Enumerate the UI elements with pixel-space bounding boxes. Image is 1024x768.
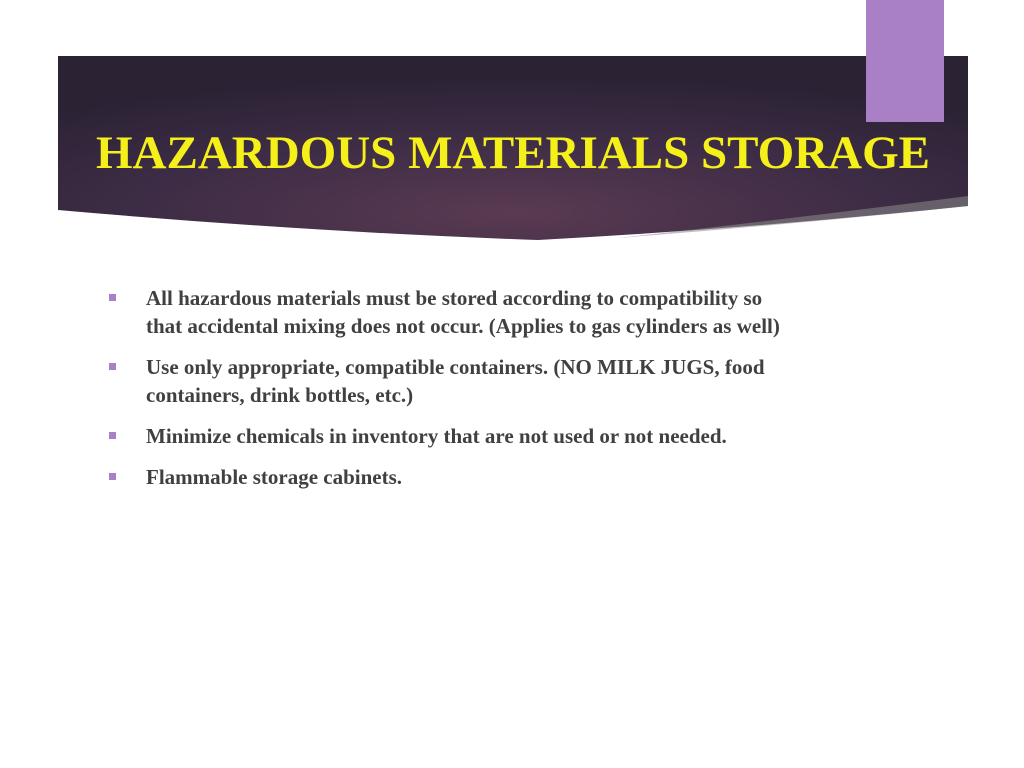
bullet-text: All hazardous materials must be stored according to compatibility so that accidental mixing does not occur. (Applies to gas cylinders as well) (146, 286, 780, 338)
square-bullet-icon (109, 473, 116, 480)
square-bullet-icon (109, 363, 116, 370)
bullet-item (100, 353, 790, 409)
bullet-text: Minimize chemicals in inventory that are not used or not needed. (146, 424, 727, 448)
square-bullet-icon (109, 432, 116, 439)
bullet-item (100, 463, 790, 491)
bullet-text: Flammable storage cabinets. (146, 465, 403, 489)
bullet-text: Use only appropriate, compatible containers. (NO MILK JUGS, food containers, drink bottles, etc.) (146, 355, 765, 407)
bullet-item (100, 422, 790, 450)
slide-title: HAZARDOUS MATERIALS STORAGE (96, 127, 930, 179)
accent-tab (866, 0, 944, 122)
bullet-item (100, 284, 790, 340)
bullet-list (100, 284, 790, 504)
square-bullet-icon (109, 294, 116, 301)
